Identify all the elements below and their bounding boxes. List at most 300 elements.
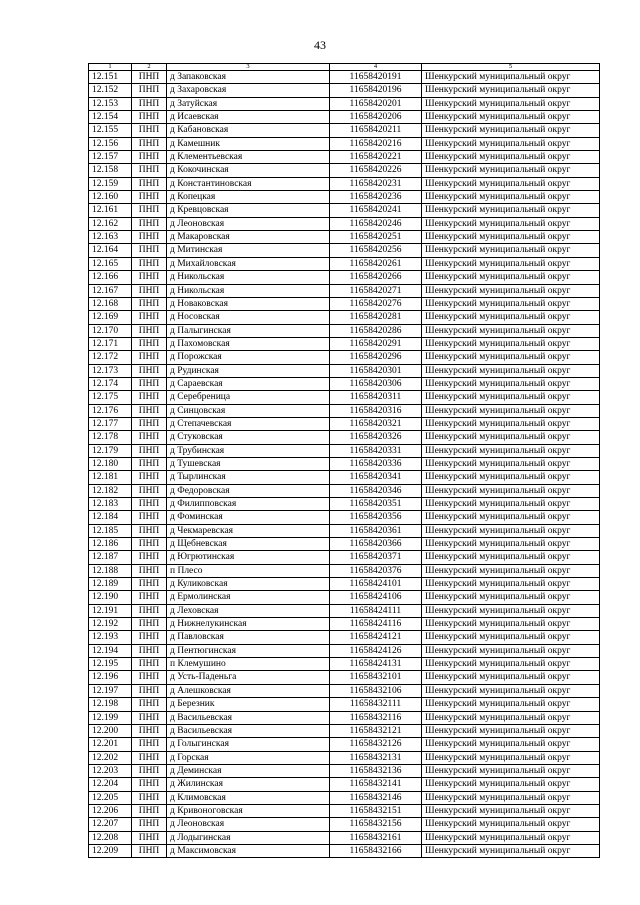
oktmo-code-cell: 11658432116 (330, 711, 422, 724)
settlement-name-cell: д Климовская (167, 791, 330, 804)
municipality-cell: Шенкурский муниципальный округ (422, 337, 600, 350)
settlement-name-cell: д Трубинская (167, 444, 330, 457)
type-cell: ПНП (132, 551, 167, 564)
settlement-name-cell: п Клемушино (167, 658, 330, 671)
municipality-cell: Шенкурский муниципальный округ (422, 191, 600, 204)
municipality-cell: Шенкурский муниципальный округ (422, 671, 600, 684)
municipality-cell: Шенкурский муниципальный округ (422, 311, 600, 324)
type-cell: ПНП (132, 111, 167, 124)
type-cell: ПНП (132, 137, 167, 150)
row-number-cell: 12.193 (89, 631, 132, 644)
municipality-cell: Шенкурский муниципальный округ (422, 618, 600, 631)
row-number-cell: 12.191 (89, 604, 132, 617)
table-row (89, 231, 600, 244)
table-row (89, 564, 600, 577)
table-row (89, 271, 600, 284)
table-row (89, 431, 600, 444)
row-number-cell: 12.202 (89, 751, 132, 764)
settlement-name-cell: д Митинская (167, 244, 330, 257)
municipality-cell: Шенкурский муниципальный округ (422, 137, 600, 150)
settlement-name-cell: д Носовская (167, 311, 330, 324)
table-row (89, 684, 600, 697)
oktmo-code-cell: 11658420266 (330, 271, 422, 284)
oktmo-code-cell: 11658420291 (330, 337, 422, 350)
settlement-name-cell: д Леховская (167, 604, 330, 617)
municipality-cell: Шенкурский муниципальный округ (422, 351, 600, 364)
settlement-name-cell: д Павловская (167, 631, 330, 644)
oktmo-code-cell: 11658420331 (330, 444, 422, 457)
oktmo-code-cell: 11658420281 (330, 311, 422, 324)
table-row (89, 297, 600, 310)
row-number-cell: 12.169 (89, 311, 132, 324)
municipality-cell: Шенкурский муниципальный округ (422, 124, 600, 137)
municipality-cell: Шенкурский муниципальный округ (422, 84, 600, 97)
oktmo-code-cell: 11658420301 (330, 364, 422, 377)
type-cell: ПНП (132, 658, 167, 671)
settlement-name-cell: д Федоровская (167, 484, 330, 497)
municipality-cell: Шенкурский муниципальный округ (422, 751, 600, 764)
oktmo-code-cell: 11658420356 (330, 511, 422, 524)
type-cell: ПНП (132, 431, 167, 444)
type-cell: ПНП (132, 604, 167, 617)
oktmo-code-cell: 11658420206 (330, 111, 422, 124)
table-row (89, 791, 600, 804)
row-number-cell: 12.205 (89, 791, 132, 804)
table-body (89, 71, 600, 858)
settlement-name-cell: д Васильевская (167, 711, 330, 724)
row-number-cell: 12.180 (89, 457, 132, 470)
column-header: 2 (132, 64, 167, 71)
municipality-cell: Шенкурский муниципальный округ (422, 204, 600, 217)
row-number-cell: 12.157 (89, 151, 132, 164)
table-row (89, 644, 600, 657)
row-number-cell: 12.173 (89, 364, 132, 377)
row-number-cell: 12.167 (89, 284, 132, 297)
municipality-cell: Шенкурский муниципальный округ (422, 804, 600, 817)
settlement-name-cell: д Никольская (167, 284, 330, 297)
settlement-name-cell: д Тушевская (167, 457, 330, 470)
table-row (89, 124, 600, 137)
municipality-cell: Шенкурский муниципальный округ (422, 244, 600, 257)
municipality-cell: Шенкурский муниципальный округ (422, 284, 600, 297)
row-number-cell: 12.152 (89, 84, 132, 97)
type-cell: ПНП (132, 471, 167, 484)
table-row (89, 618, 600, 631)
settlement-name-cell: д Деминская (167, 764, 330, 777)
type-cell: ПНП (132, 511, 167, 524)
municipality-cell: Шенкурский муниципальный округ (422, 177, 600, 190)
municipality-cell: Шенкурский муниципальный округ (422, 364, 600, 377)
oktmo-code-cell: 11658420221 (330, 151, 422, 164)
settlement-name-cell: д Васильевская (167, 724, 330, 737)
table-row (89, 111, 600, 124)
table-row (89, 351, 600, 364)
type-cell: ПНП (132, 738, 167, 751)
settlement-name-cell: д Захаровская (167, 84, 330, 97)
oktmo-code-cell: 11658420376 (330, 564, 422, 577)
row-number-cell: 12.186 (89, 538, 132, 551)
settlement-name-cell: д Клементьевская (167, 151, 330, 164)
oktmo-code-cell: 11658420191 (330, 71, 422, 84)
table-row (89, 751, 600, 764)
type-cell: ПНП (132, 284, 167, 297)
type-cell: ПНП (132, 564, 167, 577)
row-number-cell: 12.182 (89, 484, 132, 497)
type-cell: ПНП (132, 417, 167, 430)
table-row (89, 364, 600, 377)
municipality-cell: Шенкурский муниципальный округ (422, 538, 600, 551)
municipality-cell: Шенкурский муниципальный округ (422, 724, 600, 737)
table-row (89, 391, 600, 404)
municipality-cell: Шенкурский муниципальный округ (422, 551, 600, 564)
municipality-cell: Шенкурский муниципальный округ (422, 524, 600, 537)
municipality-cell: Шенкурский муниципальный округ (422, 297, 600, 310)
municipality-cell: Шенкурский муниципальный округ (422, 444, 600, 457)
oktmo-code-cell: 11658420351 (330, 498, 422, 511)
type-cell: ПНП (132, 751, 167, 764)
table-row (89, 257, 600, 270)
row-number-cell: 12.153 (89, 97, 132, 110)
settlement-name-cell: д Тырлинская (167, 471, 330, 484)
settlement-name-cell: д Леоновская (167, 818, 330, 831)
type-cell: ПНП (132, 324, 167, 337)
type-cell: ПНП (132, 778, 167, 791)
type-cell: ПНП (132, 684, 167, 697)
row-number-cell: 12.176 (89, 404, 132, 417)
type-cell: ПНП (132, 804, 167, 817)
row-number-cell: 12.174 (89, 377, 132, 390)
municipality-cell: Шенкурский муниципальный округ (422, 111, 600, 124)
type-cell: ПНП (132, 591, 167, 604)
settlement-name-cell: д Югрютинская (167, 551, 330, 564)
row-number-cell: 12.195 (89, 658, 132, 671)
municipality-cell: Шенкурский муниципальный округ (422, 591, 600, 604)
settlement-name-cell: д Запаковская (167, 71, 330, 84)
row-number-cell: 12.208 (89, 831, 132, 844)
oktmo-code-cell: 11658432121 (330, 724, 422, 737)
row-number-cell: 12.204 (89, 778, 132, 791)
oktmo-code-cell: 11658420211 (330, 124, 422, 137)
column-header: 4 (330, 64, 422, 71)
table-row (89, 84, 600, 97)
oktmo-code-cell: 11658420311 (330, 391, 422, 404)
oktmo-code-cell: 11658420296 (330, 351, 422, 364)
type-cell: ПНП (132, 618, 167, 631)
row-number-cell: 12.189 (89, 578, 132, 591)
row-number-cell: 12.175 (89, 391, 132, 404)
oktmo-code-cell: 11658420246 (330, 217, 422, 230)
type-cell: ПНП (132, 724, 167, 737)
row-number-cell: 12.209 (89, 844, 132, 857)
settlement-name-cell: д Порожская (167, 351, 330, 364)
row-number-cell: 12.197 (89, 684, 132, 697)
row-number-cell: 12.165 (89, 257, 132, 270)
column-header: 1 (89, 64, 132, 71)
settlement-name-cell: д Горская (167, 751, 330, 764)
table-row (89, 377, 600, 390)
table-row (89, 698, 600, 711)
table-row (89, 831, 600, 844)
settlement-name-cell: д Голыгинская (167, 738, 330, 751)
municipality-cell: Шенкурский муниципальный округ (422, 658, 600, 671)
table-row (89, 591, 600, 604)
table-row (89, 137, 600, 150)
table-row (89, 191, 600, 204)
oktmo-code-cell: 11658432101 (330, 671, 422, 684)
municipality-cell: Шенкурский муниципальный округ (422, 711, 600, 724)
row-number-cell: 12.168 (89, 297, 132, 310)
table-row (89, 778, 600, 791)
row-number-cell: 12.185 (89, 524, 132, 537)
municipality-cell: Шенкурский муниципальный округ (422, 631, 600, 644)
type-cell: ПНП (132, 377, 167, 390)
municipality-cell: Шенкурский муниципальный округ (422, 818, 600, 831)
table-row (89, 471, 600, 484)
row-number-cell: 12.181 (89, 471, 132, 484)
oktmo-code-cell: 11658420286 (330, 324, 422, 337)
settlement-name-cell: п Плесо (167, 564, 330, 577)
oktmo-code-cell: 11658432161 (330, 831, 422, 844)
municipality-cell: Шенкурский муниципальный округ (422, 431, 600, 444)
registry-table (88, 63, 600, 858)
oktmo-code-cell: 11658432111 (330, 698, 422, 711)
settlement-name-cell: д Новаковская (167, 297, 330, 310)
table-row (89, 818, 600, 831)
table-row (89, 524, 600, 537)
municipality-cell: Шенкурский муниципальный округ (422, 564, 600, 577)
oktmo-code-cell: 11658420256 (330, 244, 422, 257)
settlement-name-cell: д Палыгинская (167, 324, 330, 337)
settlement-name-cell: д Камешник (167, 137, 330, 150)
municipality-cell: Шенкурский муниципальный округ (422, 764, 600, 777)
row-number-cell: 12.184 (89, 511, 132, 524)
oktmo-code-cell: 11658432126 (330, 738, 422, 751)
table-row (89, 151, 600, 164)
type-cell: ПНП (132, 351, 167, 364)
column-header: 5 (422, 64, 600, 71)
municipality-cell: Шенкурский муниципальный округ (422, 778, 600, 791)
settlement-name-cell: д Константиновская (167, 177, 330, 190)
municipality-cell: Шенкурский муниципальный округ (422, 391, 600, 404)
row-number-cell: 12.201 (89, 738, 132, 751)
settlement-name-cell: д Рудинская (167, 364, 330, 377)
table-row (89, 97, 600, 110)
table-row (89, 498, 600, 511)
settlement-name-cell: д Нижнелукинская (167, 618, 330, 631)
type-cell: ПНП (132, 164, 167, 177)
oktmo-code-cell: 11658424126 (330, 644, 422, 657)
row-number-cell: 12.206 (89, 804, 132, 817)
municipality-cell: Шенкурский муниципальный округ (422, 484, 600, 497)
type-cell: ПНП (132, 217, 167, 230)
type-cell: ПНП (132, 791, 167, 804)
municipality-cell: Шенкурский муниципальный округ (422, 604, 600, 617)
oktmo-code-cell: 11658420226 (330, 164, 422, 177)
type-cell: ПНП (132, 698, 167, 711)
settlement-name-cell: д Кривоногoвская (167, 804, 330, 817)
table-row (89, 417, 600, 430)
row-number-cell: 12.170 (89, 324, 132, 337)
table-row (89, 444, 600, 457)
municipality-cell: Шенкурский муниципальный округ (422, 471, 600, 484)
row-number-cell: 12.155 (89, 124, 132, 137)
row-number-cell: 12.207 (89, 818, 132, 831)
table-row (89, 511, 600, 524)
table-row (89, 337, 600, 350)
oktmo-code-cell: 11658424116 (330, 618, 422, 631)
municipality-cell: Шенкурский муниципальный округ (422, 377, 600, 390)
oktmo-code-cell: 11658432146 (330, 791, 422, 804)
type-cell: ПНП (132, 484, 167, 497)
municipality-cell: Шенкурский муниципальный округ (422, 404, 600, 417)
settlement-name-cell: д Жилинская (167, 778, 330, 791)
row-number-cell: 12.194 (89, 644, 132, 657)
type-cell: ПНП (132, 231, 167, 244)
type-cell: ПНП (132, 764, 167, 777)
type-cell: ПНП (132, 71, 167, 84)
municipality-cell: Шенкурский муниципальный округ (422, 831, 600, 844)
municipality-cell: Шенкурский муниципальный округ (422, 457, 600, 470)
row-number-cell: 12.192 (89, 618, 132, 631)
municipality-cell: Шенкурский муниципальный округ (422, 738, 600, 751)
type-cell: ПНП (132, 337, 167, 350)
type-cell: ПНП (132, 311, 167, 324)
settlement-name-cell: д Исаевская (167, 111, 330, 124)
municipality-cell: Шенкурский муниципальный округ (422, 578, 600, 591)
table-row (89, 764, 600, 777)
oktmo-code-cell: 11658420271 (330, 284, 422, 297)
municipality-cell: Шенкурский муниципальный округ (422, 217, 600, 230)
oktmo-code-cell: 11658420371 (330, 551, 422, 564)
settlement-name-cell: д Пентюгинская (167, 644, 330, 657)
settlement-name-cell: д Михайловская (167, 257, 330, 270)
type-cell: ПНП (132, 297, 167, 310)
type-cell: ПНП (132, 177, 167, 190)
oktmo-code-cell: 11658432136 (330, 764, 422, 777)
oktmo-code-cell: 11658432131 (330, 751, 422, 764)
settlement-name-cell: д Пахомовская (167, 337, 330, 350)
municipality-cell: Шенкурский муниципальный округ (422, 417, 600, 430)
oktmo-code-cell: 11658432141 (330, 778, 422, 791)
type-cell: ПНП (132, 151, 167, 164)
settlement-name-cell: д Макаровская (167, 231, 330, 244)
table-row (89, 484, 600, 497)
table-row (89, 671, 600, 684)
row-number-cell: 12.190 (89, 591, 132, 604)
oktmo-code-cell: 11658420306 (330, 377, 422, 390)
table-row (89, 658, 600, 671)
row-number-cell: 12.161 (89, 204, 132, 217)
table-row (89, 204, 600, 217)
type-cell: ПНП (132, 391, 167, 404)
settlement-name-cell: д Копецкая (167, 191, 330, 204)
table-row (89, 844, 600, 857)
oktmo-code-cell: 11658420241 (330, 204, 422, 217)
table-row (89, 404, 600, 417)
row-number-cell: 12.188 (89, 564, 132, 577)
municipality-cell: Шенкурский муниципальный округ (422, 164, 600, 177)
type-cell: ПНП (132, 257, 167, 270)
row-number-cell: 12.156 (89, 137, 132, 150)
row-number-cell: 12.203 (89, 764, 132, 777)
type-cell: ПНП (132, 124, 167, 137)
settlement-name-cell: д Лодыгинская (167, 831, 330, 844)
table-row (89, 551, 600, 564)
oktmo-code-cell: 11658420261 (330, 257, 422, 270)
type-cell: ПНП (132, 818, 167, 831)
oktmo-code-cell: 11658420346 (330, 484, 422, 497)
type-cell: ПНП (132, 97, 167, 110)
type-cell: ПНП (132, 831, 167, 844)
row-number-cell: 12.187 (89, 551, 132, 564)
municipality-cell: Шенкурский муниципальный округ (422, 151, 600, 164)
settlement-name-cell: д Никольская (167, 271, 330, 284)
type-cell: ПНП (132, 244, 167, 257)
row-number-cell: 12.183 (89, 498, 132, 511)
settlement-name-cell: д Усть-Паденьга (167, 671, 330, 684)
type-cell: ПНП (132, 364, 167, 377)
row-number-cell: 12.160 (89, 191, 132, 204)
oktmo-code-cell: 11658424121 (330, 631, 422, 644)
table-row (89, 578, 600, 591)
settlement-name-cell: д Березник (167, 698, 330, 711)
row-number-cell: 12.166 (89, 271, 132, 284)
municipality-cell: Шенкурский муниципальный округ (422, 511, 600, 524)
oktmo-code-cell: 11658420316 (330, 404, 422, 417)
oktmo-code-cell: 11658420276 (330, 297, 422, 310)
row-number-cell: 12.159 (89, 177, 132, 190)
settlement-name-cell: д Куликовская (167, 578, 330, 591)
settlement-name-cell: д Сараевская (167, 377, 330, 390)
type-cell: ПНП (132, 84, 167, 97)
settlement-name-cell: д Синцовская (167, 404, 330, 417)
oktmo-code-cell: 11658424111 (330, 604, 422, 617)
settlement-name-cell: д Чекмаревская (167, 524, 330, 537)
oktmo-code-cell: 11658420321 (330, 417, 422, 430)
table-row (89, 324, 600, 337)
oktmo-code-cell: 11658420336 (330, 457, 422, 470)
oktmo-code-cell: 11658420251 (330, 231, 422, 244)
type-cell: ПНП (132, 631, 167, 644)
oktmo-code-cell: 11658432106 (330, 684, 422, 697)
oktmo-code-cell: 11658420236 (330, 191, 422, 204)
type-cell: ПНП (132, 671, 167, 684)
row-number-cell: 12.163 (89, 231, 132, 244)
type-cell: ПНП (132, 644, 167, 657)
row-number-cell: 12.177 (89, 417, 132, 430)
municipality-cell: Шенкурский муниципальный округ (422, 498, 600, 511)
table-row (89, 164, 600, 177)
settlement-name-cell: д Затуйская (167, 97, 330, 110)
header-row (89, 64, 600, 71)
settlement-name-cell: д Стуковская (167, 431, 330, 444)
oktmo-code-cell: 11658420201 (330, 97, 422, 110)
type-cell: ПНП (132, 524, 167, 537)
settlement-name-cell: д Фоминская (167, 511, 330, 524)
settlement-name-cell: д Серебреница (167, 391, 330, 404)
type-cell: ПНП (132, 711, 167, 724)
type-cell: ПНП (132, 444, 167, 457)
row-number-cell: 12.198 (89, 698, 132, 711)
table-row (89, 71, 600, 84)
type-cell: ПНП (132, 191, 167, 204)
municipality-cell: Шенкурский муниципальный округ (422, 271, 600, 284)
row-number-cell: 12.151 (89, 71, 132, 84)
oktmo-code-cell: 11658420216 (330, 137, 422, 150)
row-number-cell: 12.172 (89, 351, 132, 364)
settlement-name-cell: д Ермолинская (167, 591, 330, 604)
oktmo-code-cell: 11658424101 (330, 578, 422, 591)
